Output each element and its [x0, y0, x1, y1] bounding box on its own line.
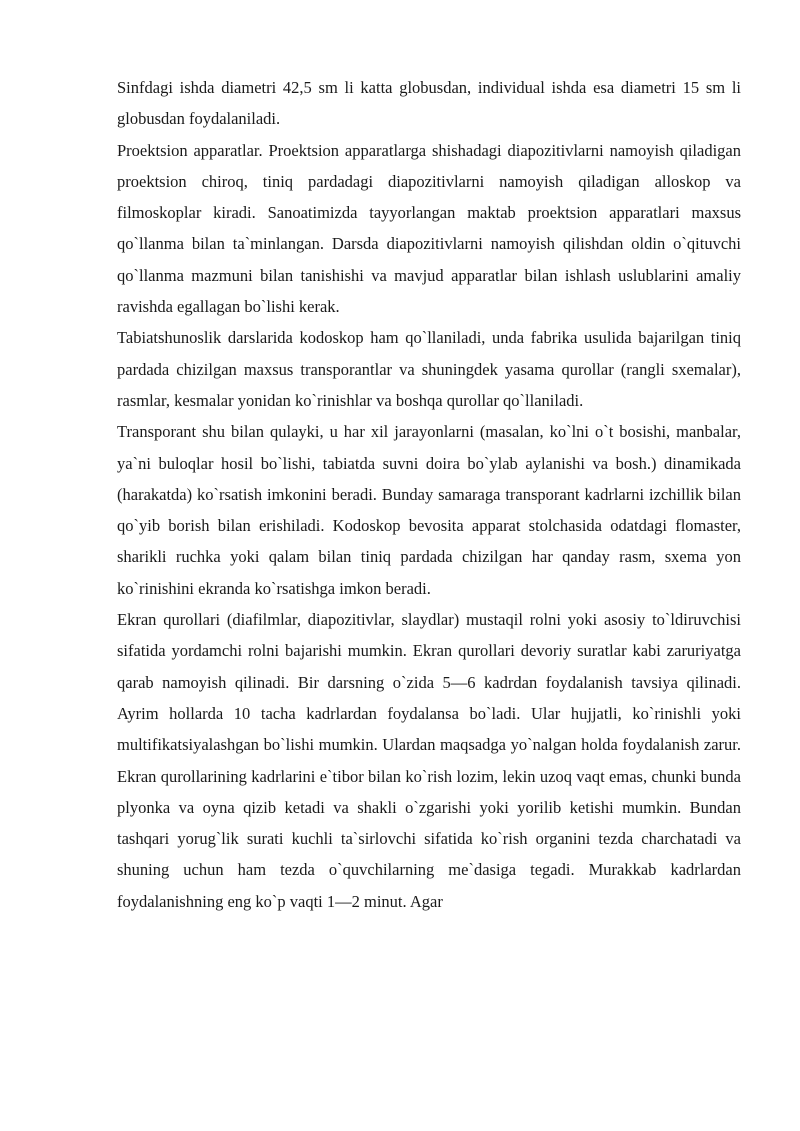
paragraph-transporant: Transporant shu bilan qulayki, u har xil jarayonlarni (masalan, ko`lni o`t bosishi, manbalar, ya`ni buloqlar hosil bo`lishi, tabiatda suvni doira bo`ylab aylanishi va bosh.) dinamikada (harakatda) ko`rsatish imkonini beradi. Bunday samaraga transporant kadrlarni izchillik bilan qo`yib borish bilan erishiladi. Kodoskop bevosita apparat stolchasida odatdagi flomaster, sharikli ruchka yoki qalam bilan tiniq pardada chizilgan har qanday rasm, sxema yon ko`rinishini ekranda ko`rsatishga imkon beradi.	[117, 422, 741, 598]
document-page	[117, 72, 741, 917]
paragraph-globus: Sinfdagi ishda diametri 42,5 sm li katta globusdan, individual ishda esa diametri 15 sm li globusdan foydalaniladi.	[117, 78, 741, 129]
paragraph-ekran-qurollari: Ekran qurollari (diafilmlar, diapozitivlar, slaydlar) mustaqil rolni yoki asosiy to`ldiruvchisi sifatida yordamchi rolni bajarishi mumkin. Ekran qurollari devoriy suratlar kabi zaruriyatga qarab namoyish qilinadi. Bir darsning o`zida 5—6 kadrdan foydalanish tavsiya qilinadi. Ayrim hollarda 10 tacha kadrlardan foydalansa bo`ladi. Ular hujjatli, ko`rinishli yoki multifikatsiyalashgan bo`lishi mumkin. Ulardan maqsadga yo`nalgan holda foydalanish zarur. Ekran qurollarining kadrlarini e`tibor bilan ko`rish lozim, lekin uzoq vaqt emas, chunki bunda plyonka va oyna qizib ketadi va shakli o`zgarishi yoki yorilib ketishi mumkin. Bundan tashqari yorug`lik surati kuchli ta`sirlovchi sifatida ko`rish organini tezda charchatadi va shuning uchun ham tezda o`quvchilarning me`dasiga tegadi. Murakkab kadrlardan foydalanishning eng ko`p vaqti 1—2 minut. Agar	[117, 610, 741, 911]
paragraph-kodoskop: Tabiatshunoslik darslarida kodoskop ham qo`llaniladi, unda fabrika usulida bajarilgan tiniq pardada chizilgan maxsus transporantlar va shuningdek yasama qurollar (rangli sxemalar), rasmlar, kesmalar yonidan ko`rinishlar va boshqa qurollar qo`llaniladi.	[117, 328, 741, 410]
paragraph-proektsion-apparatlar: Proektsion apparatlar. Proektsion apparatlarga shishadagi diapozitivlarni namoyish qiladigan proektsion chiroq, tiniq pardadagi diapozitivlarni namoyish qiladigan alloskop va filmoskoplar kiradi. Sanoatimizda tayyorlangan maktab proektsion apparatlari maxsus qo`llanma bilan ta`minlangan. Darsda diapozitivlarni namoyish qilishdan oldin o`qituvchi qo`llanma mazmuni bilan tanishishi va mavjud apparatlar bilan ishlash uslublarini amaliy ravishda egallagan bo`lishi kerak.	[117, 140, 741, 317]
